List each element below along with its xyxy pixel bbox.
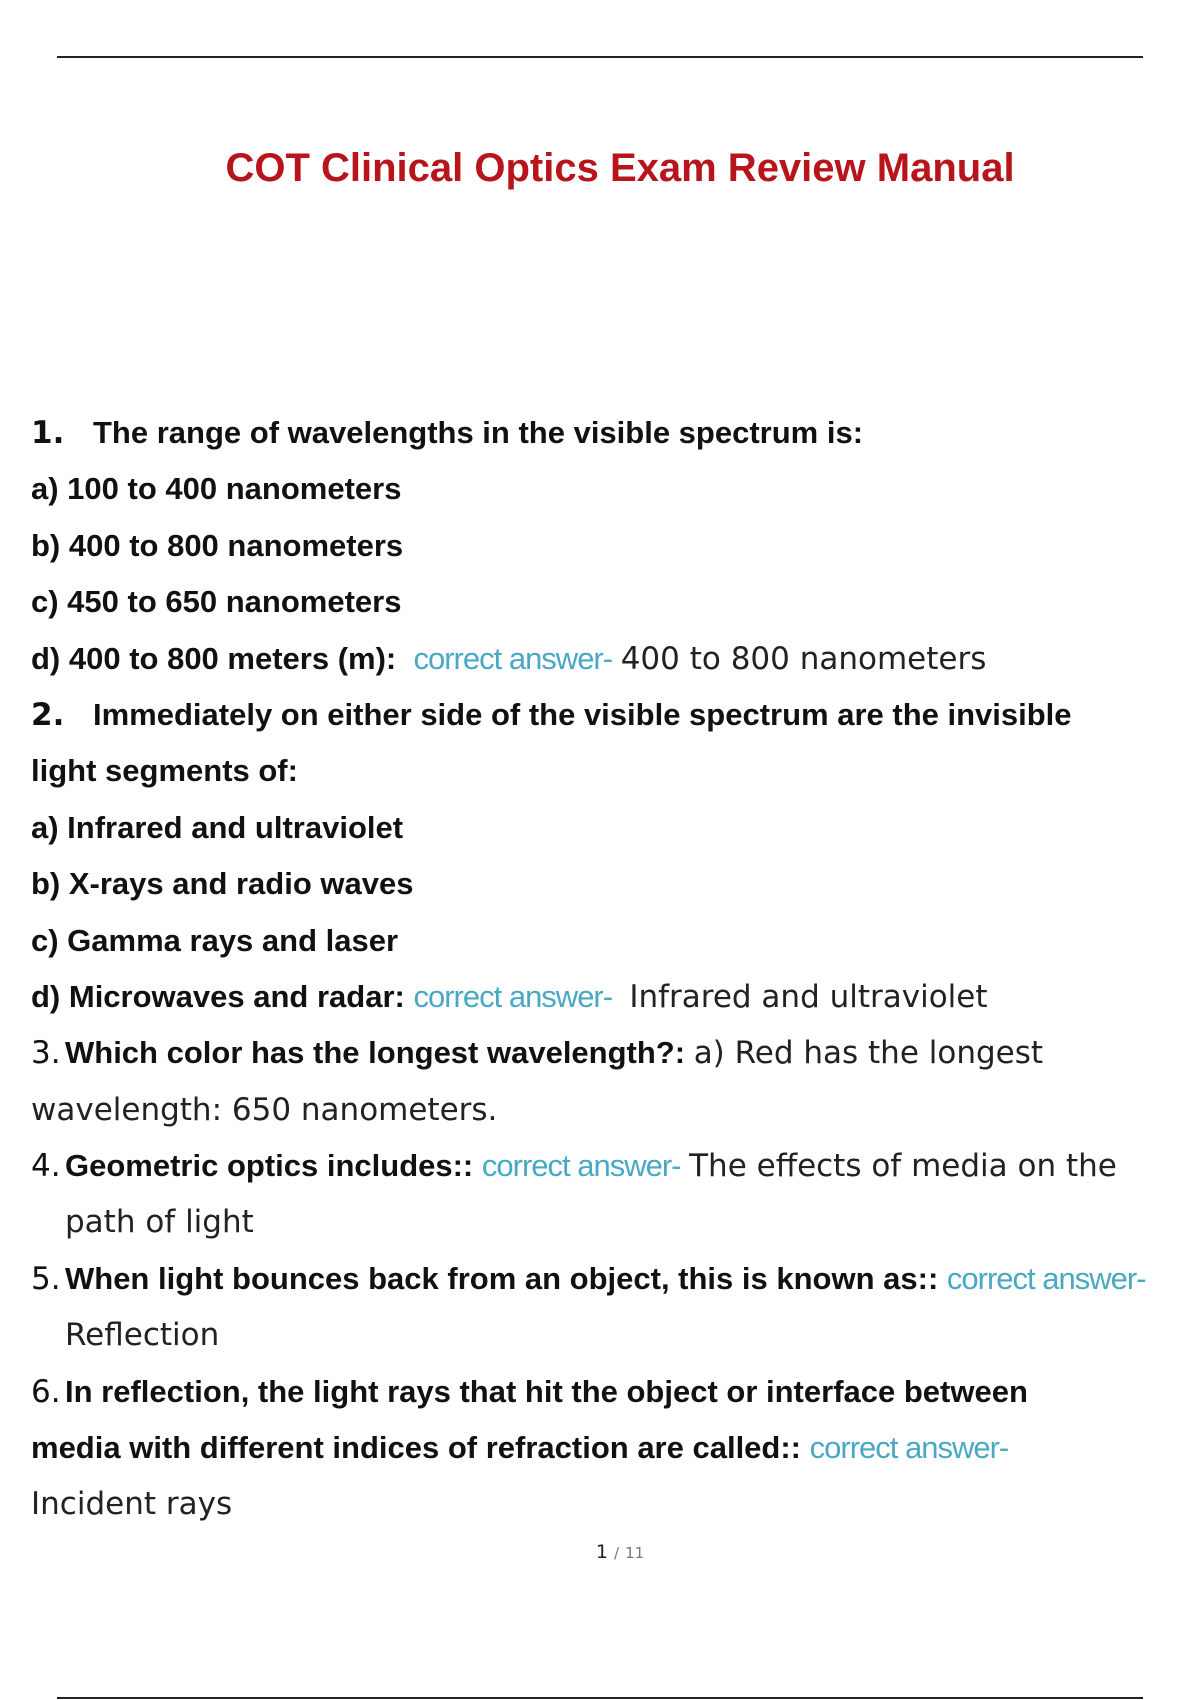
- question-4: [31, 1138, 1200, 1194]
- question-text: When light bounces back from an object, this is known as::: [65, 1260, 939, 1296]
- correct-answer-label: correct answer-: [809, 1430, 1009, 1466]
- question-2-option-b: b) X-rays and radio waves: [31, 866, 414, 902]
- current-page: 1: [595, 1541, 608, 1563]
- question-4-answer-continued: path of light: [65, 1204, 254, 1241]
- question-1-option-b: b) 400 to 800 nanometers: [31, 527, 404, 563]
- question-number: 1.: [31, 415, 65, 451]
- correct-answer-text: 400 to 800 nanometers: [620, 640, 987, 677]
- question-1-option-a: a) 100 to 400 nanometers: [31, 471, 402, 507]
- question-text: In reflection, the light rays that hit the object or interface between: [65, 1373, 1028, 1409]
- question-1-option-c: c) 450 to 650 nanometers: [31, 584, 402, 620]
- question-2-option-c: c) Gamma rays and laser: [31, 922, 399, 958]
- question-2-option-d: d) Microwaves and radar: correct answer- Infrared and ultraviolet: [31, 978, 988, 1015]
- correct-answer-text: The effects of media on the: [689, 1148, 1117, 1185]
- correct-answer-label: correct answer-: [946, 1260, 1146, 1296]
- correct-answer-label: correct answer-: [413, 978, 613, 1014]
- question-text: Geometric optics includes::: [65, 1148, 474, 1184]
- question-6-answer: [31, 1476, 1200, 1532]
- document-title: COT Clinical Optics Exam Review Manual: [225, 146, 1015, 190]
- question-list: [31, 405, 1200, 1533]
- question-text: The range of wavelengths in the visible spectrum is:: [93, 415, 864, 450]
- question-2-option-a: a) Infrared and ultraviolet: [31, 809, 404, 845]
- bottom-divider: [57, 1697, 1143, 1699]
- page-indicator: [0, 1541, 1200, 1563]
- question-number: 6.: [31, 1373, 61, 1410]
- total-pages: 11: [625, 1544, 645, 1562]
- question-number: 2.: [31, 696, 65, 733]
- answer-text: a) Red has the longest: [693, 1035, 1044, 1072]
- question-1-prompt: [31, 405, 1200, 461]
- correct-answer-label: correct answer-: [481, 1148, 681, 1184]
- question-6-continued: media with different indices of refraction are called:: correct answer-: [31, 1430, 1009, 1466]
- question-number: 4.: [31, 1148, 61, 1185]
- correct-answer-label: correct answer-: [413, 640, 613, 676]
- question-text: Immediately on either side of the visible spectrum are the invisible: [93, 696, 1072, 732]
- correct-answer-text: Incident rays: [31, 1486, 233, 1523]
- question-number: 3.: [31, 1035, 61, 1072]
- page-separator: /: [613, 1544, 620, 1562]
- top-divider: [57, 56, 1143, 58]
- correct-answer-text: Reflection: [65, 1317, 220, 1354]
- question-2-prompt: [31, 687, 1200, 743]
- question-2-prompt-continued: light segments of:: [31, 753, 298, 789]
- question-3: [31, 1025, 1200, 1081]
- question-5-answer: [31, 1307, 1200, 1363]
- question-number: 5.: [31, 1260, 61, 1297]
- correct-answer-text: Infrared and ultraviolet: [629, 978, 988, 1015]
- question-1-option-d: d) 400 to 800 meters (m): correct answer- 400 to 800 nanometers: [31, 640, 987, 677]
- question-3-answer-continued: wavelength: 650 nanometers.: [31, 1091, 498, 1128]
- question-6: [31, 1364, 1200, 1420]
- question-5: [31, 1251, 1200, 1307]
- question-text: Which color has the longest wavelength?:: [65, 1035, 686, 1071]
